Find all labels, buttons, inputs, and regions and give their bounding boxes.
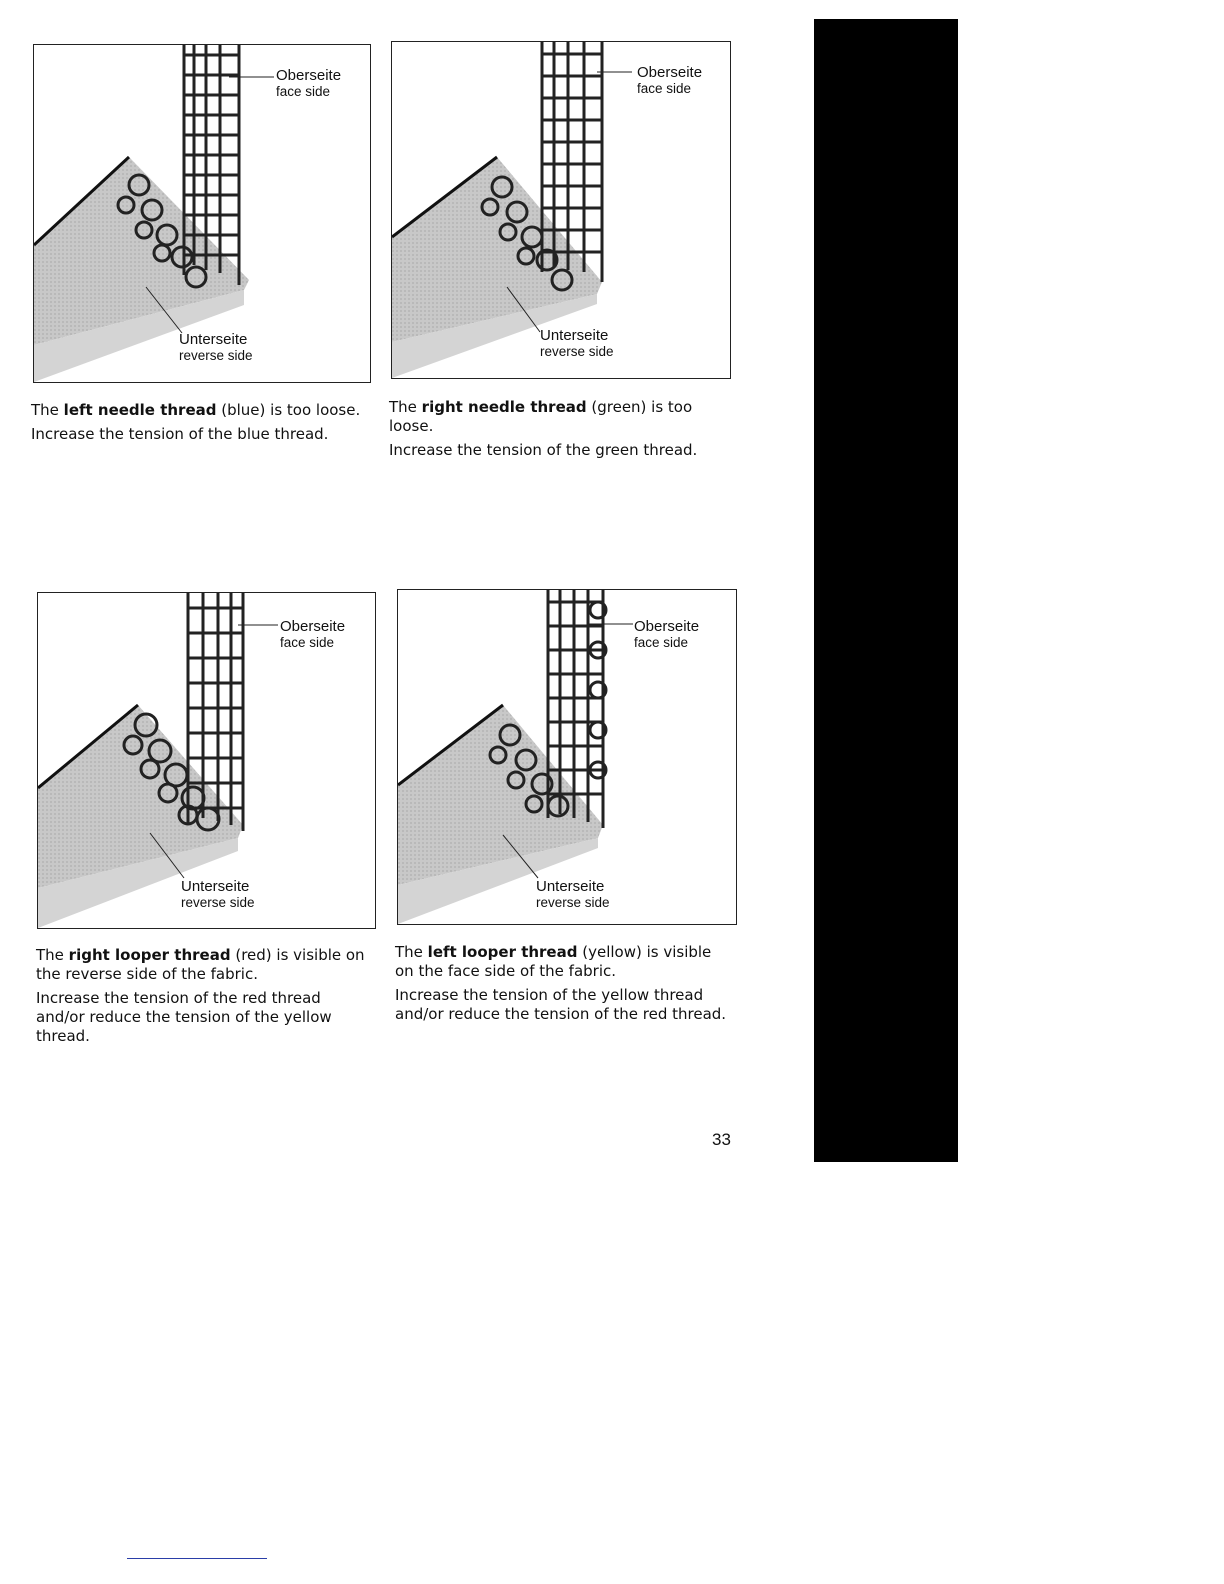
caption-2	[389, 398, 719, 465]
top-label-german: Oberseite	[637, 64, 703, 81]
caption-line-1: The left needle thread (blue) is too loose.	[31, 401, 361, 419]
footer-rule	[127, 1558, 267, 1559]
bottom-label-english: reverse side	[536, 895, 610, 911]
top-label-german: Oberseite	[276, 67, 342, 84]
bottom-label-english: reverse side	[540, 344, 614, 360]
top-label-german: Oberseite	[634, 618, 700, 635]
caption-line-2: Increase the tension of the red thread and/or reduce the tension of the yellow thread.	[36, 989, 332, 1045]
caption-3	[36, 946, 371, 1051]
illustration-panel-3	[37, 592, 376, 929]
caption-line-1: The right looper thread (red) is visible on the reverse side of the fabric.	[36, 946, 365, 983]
top-label	[637, 64, 702, 97]
caption-line-2: Increase the tension of the green thread.	[389, 441, 698, 459]
bottom-label	[540, 327, 614, 360]
illustration-panel-2	[391, 41, 731, 379]
bottom-label	[181, 878, 255, 911]
top-label-english: face side	[276, 84, 331, 100]
bottom-label-german: Unterseite	[540, 327, 609, 344]
top-label-english: face side	[280, 635, 335, 651]
caption-line-2: Increase the tension of the blue thread.	[31, 425, 329, 443]
illustration-panel-4	[397, 589, 737, 925]
top-label	[280, 618, 345, 651]
bottom-label-german: Unterseite	[181, 878, 250, 895]
bottom-label-german: Unterseite	[179, 331, 248, 348]
bottom-label	[179, 331, 253, 364]
bottom-label	[536, 878, 610, 911]
top-label-english: face side	[634, 635, 689, 651]
bottom-label-german: Unterseite	[536, 878, 605, 895]
caption-1	[31, 401, 376, 449]
caption-4	[395, 943, 730, 1029]
top-label-german: Oberseite	[280, 618, 346, 635]
top-label	[276, 67, 341, 100]
caption-line-1: The right needle thread (green) is too loose.	[389, 398, 693, 435]
thumb-index-tab	[814, 19, 958, 1162]
bottom-label-english: reverse side	[181, 895, 255, 911]
caption-line-1: The left looper thread (yellow) is visible on the face side of the fabric.	[395, 943, 712, 980]
top-label	[634, 618, 699, 651]
page-number: 33	[712, 1130, 731, 1149]
illustration-panel-1	[33, 44, 371, 383]
bottom-label-english: reverse side	[179, 348, 253, 364]
top-label-english: face side	[637, 81, 692, 97]
caption-line-2: Increase the tension of the yellow thread and/or reduce the tension of the red thread.	[395, 986, 727, 1023]
